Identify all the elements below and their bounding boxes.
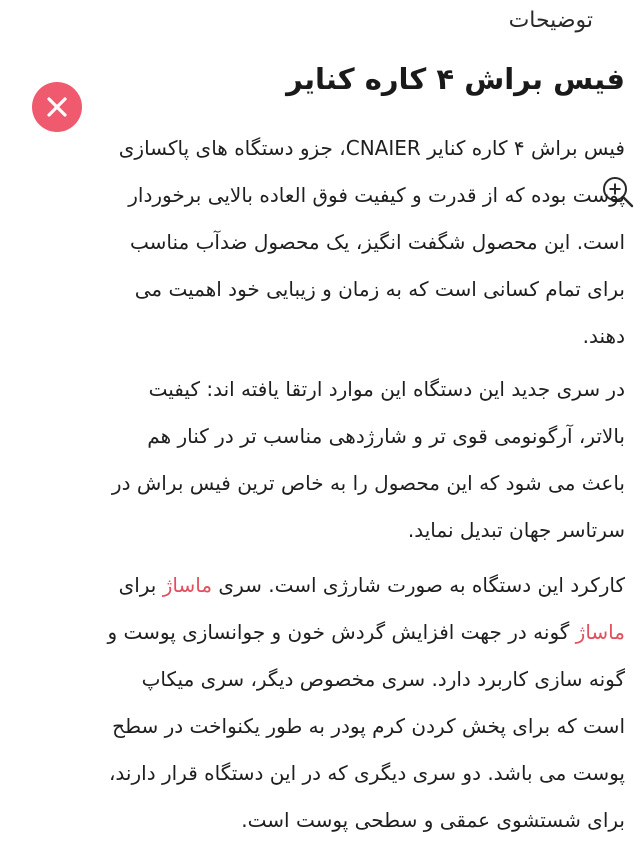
paragraph-line: پوست می باشد. دو سری دیگری که در این دستگاه قرار دارند، <box>108 761 625 785</box>
description-paragraph <box>50 125 625 360</box>
paragraph-line: فیس براش ۴ کاره کنایر CNAIER، جزو دستگاه های پاکسازی <box>118 136 625 160</box>
description-paragraph <box>50 562 625 844</box>
paragraph-line: برای تمام کسانی است که به زمان و زیبایی خود اهمیت می <box>134 277 625 301</box>
massage-link[interactable]: ماساژ <box>575 620 625 644</box>
line-text: کارکرد این دستگاه به صورت شارژی است. سری <box>212 573 625 597</box>
paragraph-line: است. این محصول شگفت انگیز، یک محصول ضدآب مناسب <box>130 230 625 254</box>
paragraph-line: است که برای پخش کردن کرم پودر به طور یکنواخت در سطح <box>112 714 625 738</box>
paragraph-line <box>50 562 625 609</box>
paragraph-line <box>50 609 625 656</box>
paragraph-line: باعث می شود که این محصول را به خاص ترین فیس براش در <box>111 471 625 495</box>
massage-link[interactable]: ماساژ <box>162 573 213 597</box>
description-paragraph <box>50 366 625 554</box>
paragraph-line: گونه سازی کاربرد دارد. سری مخصوص دیگر، سری میکاپ <box>141 667 625 691</box>
paragraph-line: دهند. <box>582 324 625 348</box>
product-title: فیس براش ۴ کاره کنایر <box>286 62 625 96</box>
paragraph-line: بالاتر، آرگونومی قوی تر و شارژدهی مناسب تر در کنار هم <box>147 424 625 448</box>
paragraph-line: پوست بوده که از قدرت و کیفیت فوق العاده بالایی برخوردار <box>128 183 625 207</box>
line-text: برای <box>118 573 163 597</box>
paragraph-line: برای شستشوی عمقی و سطحی پوست است. <box>241 808 625 832</box>
description-section-title: توضیحات <box>508 8 593 33</box>
paragraph-line: سرتاسر جهان تبدیل نماید. <box>407 518 625 542</box>
line-text: گونه در جهت افزایش گردش خون و جوانسازی پوست و <box>107 620 576 644</box>
paragraph-line: در سری جدید این دستگاه این موارد ارتقا یافته اند: کیفیت <box>148 377 625 401</box>
